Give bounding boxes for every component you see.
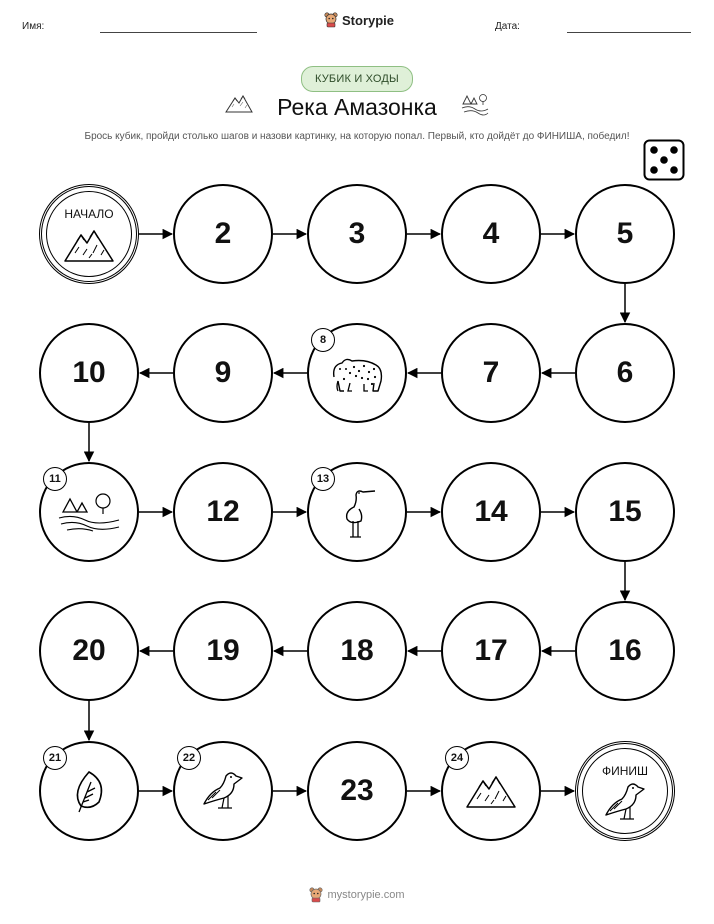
- cell-number: 23: [340, 774, 374, 807]
- instructions: Брось кубик, пройди столько шагов и назови картинку, на которую попал. Первый, кто дойдёт до ФИНИША, победил!: [84, 131, 630, 142]
- board-cell-16: [575, 601, 675, 701]
- board-cell-20: [39, 601, 139, 701]
- cell-number-badge: 8: [311, 328, 335, 352]
- board-cell-18: [307, 601, 407, 701]
- cell-number: 7: [482, 356, 500, 389]
- start-label: НАЧАЛО: [64, 207, 114, 221]
- board-cell-25: [575, 741, 675, 841]
- cell-number-badge: 13: [311, 467, 335, 491]
- name-label: Имя:: [22, 21, 45, 32]
- finish-label: ФИНИШ: [601, 764, 649, 778]
- cell-number: 18: [340, 634, 374, 667]
- jaguar-icon: [328, 351, 386, 395]
- cell-number-badge: 22: [177, 746, 201, 770]
- heron-icon: [335, 483, 379, 541]
- cell-number-badge: 24: [445, 746, 469, 770]
- cell-number: 14: [474, 495, 508, 528]
- board-cell-8: [307, 323, 407, 423]
- board-cell-6: [575, 323, 675, 423]
- cell-number: 2: [214, 217, 232, 250]
- cell-number-badge: 11: [43, 467, 67, 491]
- leaf-icon: [69, 768, 109, 814]
- cell-number: 12: [206, 495, 240, 528]
- board-cell-9: [173, 323, 273, 423]
- footer-url: mystorypie.com: [327, 889, 405, 901]
- bird-icon: [198, 768, 248, 814]
- cell-number: 5: [616, 217, 634, 250]
- board-cell-4: [441, 184, 541, 284]
- board-cell-23: [307, 741, 407, 841]
- cell-number: 20: [72, 634, 106, 667]
- board-cell-3: [307, 184, 407, 284]
- page-title: Река Амазонка: [277, 94, 437, 120]
- footer: [0, 887, 714, 903]
- board-cell-22: [173, 741, 273, 841]
- board-cell-13: [307, 462, 407, 562]
- cell-number: 15: [608, 495, 642, 528]
- cell-number: 16: [608, 634, 642, 667]
- board-cell-17: [441, 601, 541, 701]
- mountain-icon: [465, 771, 517, 811]
- date-label: Дата:: [495, 21, 520, 32]
- cell-number: 9: [214, 356, 232, 389]
- board-cell-12: [173, 462, 273, 562]
- board-cell-24: [441, 741, 541, 841]
- board-cell-19: [173, 601, 273, 701]
- village-river-icon: [57, 490, 121, 534]
- board-cell-1: [39, 184, 139, 284]
- cell-number: 4: [482, 217, 500, 250]
- cell-number: 3: [348, 217, 366, 250]
- board-cell-2: [173, 184, 273, 284]
- activity-badge: КУБИК И ХОДЫ: [301, 66, 413, 92]
- bear-icon: [309, 887, 323, 903]
- board-cell-21: [39, 741, 139, 841]
- board-cell-7: [441, 323, 541, 423]
- cell-number: 6: [616, 356, 634, 389]
- cell-number-badge: 21: [43, 746, 67, 770]
- board-cell-5: [575, 184, 675, 284]
- board-cell-14: [441, 462, 541, 562]
- cell-number: 17: [474, 634, 508, 667]
- cell-number: 19: [206, 634, 240, 667]
- cell-number: 10: [72, 356, 106, 389]
- bird-icon: [600, 779, 650, 825]
- brand-name: Storypie: [342, 12, 395, 28]
- mountain-icon: [63, 225, 115, 265]
- board-cell-10: [39, 323, 139, 423]
- board-cell-11: [39, 462, 139, 562]
- board-cell-15: [575, 462, 675, 562]
